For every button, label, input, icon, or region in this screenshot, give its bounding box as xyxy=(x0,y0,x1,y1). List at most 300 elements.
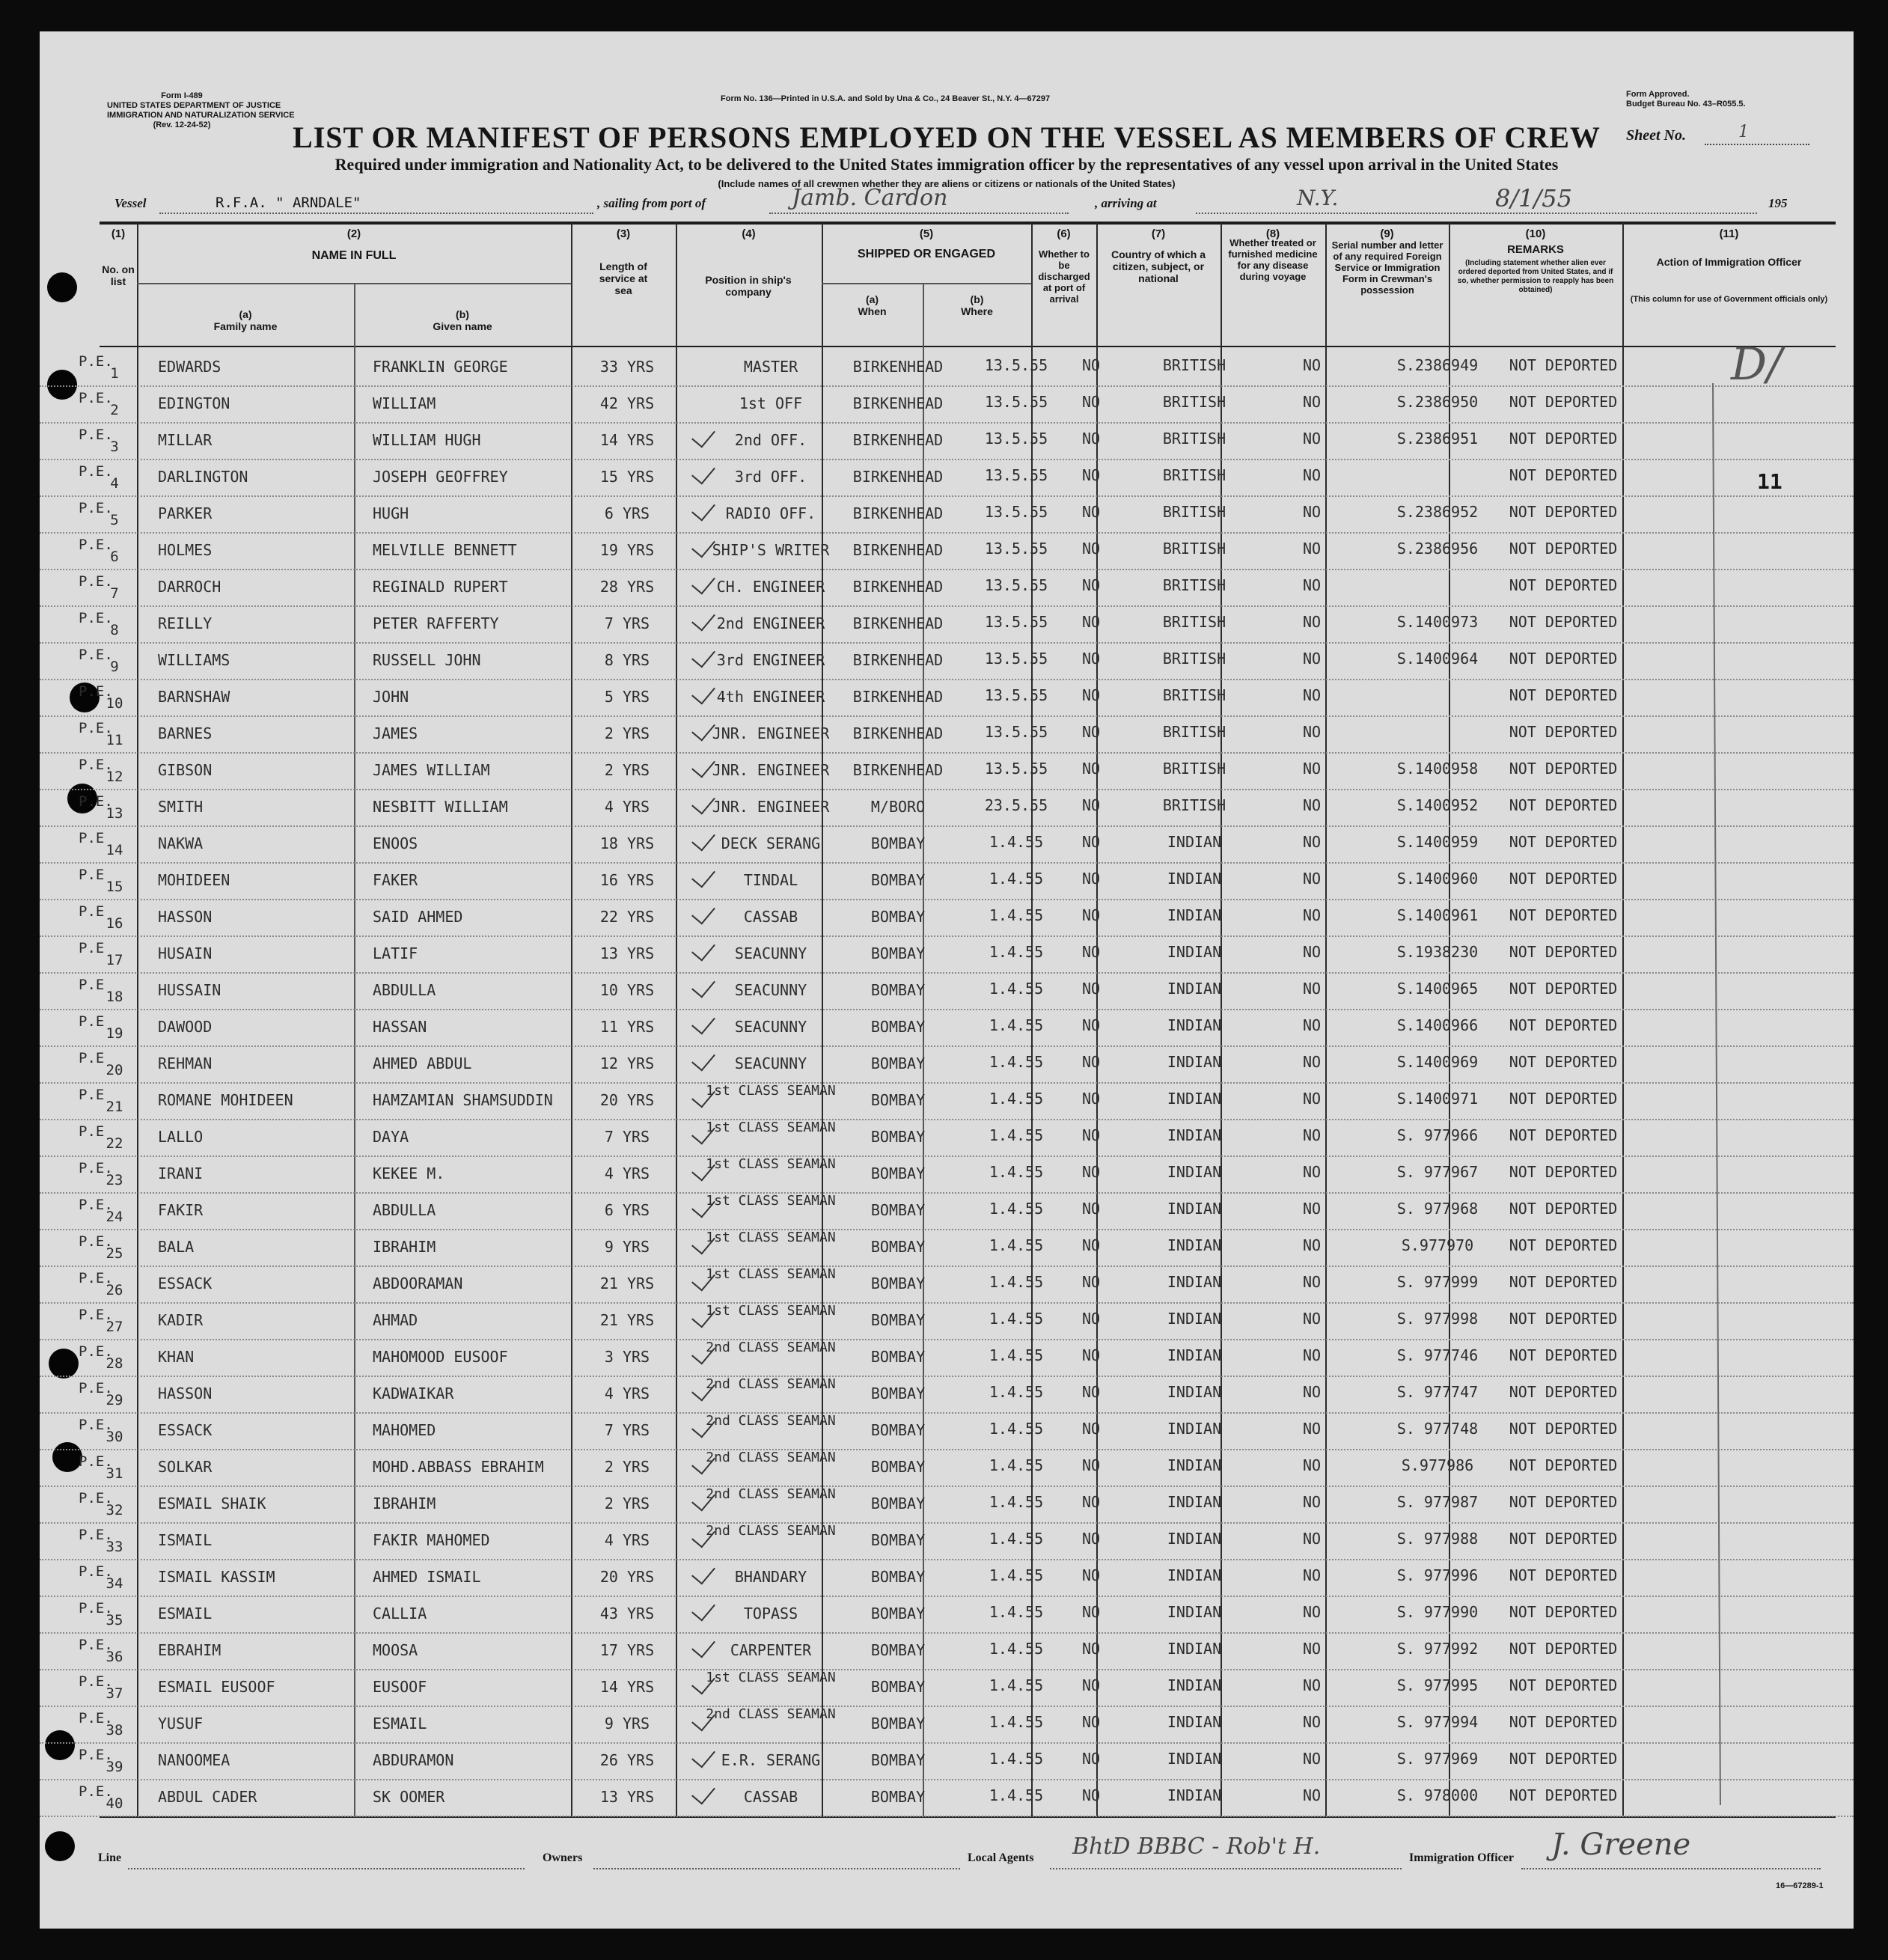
country: INDIAN xyxy=(1167,906,1222,924)
country: BRITISH xyxy=(1162,613,1226,631)
crew-row xyxy=(40,459,1854,497)
shipped-when: BOMBAY xyxy=(870,1128,926,1146)
action-count: 11 xyxy=(1757,469,1782,494)
position: 2nd CLASS SEAMAN xyxy=(706,1486,836,1502)
col-number: (6) xyxy=(1057,228,1071,240)
shipped-where: 1.4.55 xyxy=(989,1603,1044,1621)
length-of-service: 21 YRS xyxy=(599,1311,655,1329)
discharged: NO xyxy=(1081,943,1101,961)
crew-row xyxy=(40,899,1854,937)
position: JNR. ENGINEER xyxy=(712,798,830,816)
length-of-service: 6 YRS xyxy=(604,504,650,522)
header-remarks-note: (Including statement whether alien ever ordered deported from United States, and if so, whether permission to reapply has been obtained) xyxy=(1457,259,1614,294)
medicine: NO xyxy=(1302,980,1322,998)
crew-row xyxy=(40,642,1854,680)
family-name: NAKWA xyxy=(158,834,204,852)
crew-row xyxy=(40,715,1854,754)
medicine: NO xyxy=(1302,943,1322,961)
remarks: NOT DEPORTED xyxy=(1509,1346,1618,1364)
serial-number: S.1400960 xyxy=(1396,870,1479,888)
medicine: NO xyxy=(1302,870,1322,888)
length-of-service: 5 YRS xyxy=(604,688,650,706)
row-pe-label: P.E. xyxy=(79,1160,113,1176)
shipped-where: 1.4.55 xyxy=(989,1456,1044,1474)
length-of-service: 4 YRS xyxy=(604,798,650,816)
shipped-where: 1.4.55 xyxy=(989,1786,1044,1804)
medicine: NO xyxy=(1302,1126,1322,1144)
length-of-service: 13 YRS xyxy=(599,944,655,962)
budget-bureau: Budget Bureau No. 43–R055.5. xyxy=(1626,100,1746,109)
serial-number: S.1400964 xyxy=(1396,650,1479,668)
printer-line: Form No. 136—Printed in U.S.A. and Sold by Una & Co., 24 Beaver St., N.Y. 4—67297 xyxy=(721,94,1051,103)
crew-row xyxy=(40,422,1854,460)
header-where-letter: (b) xyxy=(970,293,984,305)
shipped-when: BOMBAY xyxy=(870,1164,926,1182)
family-name: SMITH xyxy=(158,798,204,816)
discharged: NO xyxy=(1081,1126,1101,1144)
medicine: NO xyxy=(1302,723,1322,741)
row-number: 8 xyxy=(110,622,119,638)
family-name: LALLO xyxy=(158,1128,204,1146)
header-when-letter: (a) xyxy=(865,293,879,305)
given-name: MOOSA xyxy=(373,1641,418,1659)
position: RADIO OFF. xyxy=(725,504,816,522)
remarks: NOT DEPORTED xyxy=(1509,1566,1618,1584)
serial-number: S.2386949 xyxy=(1396,356,1479,374)
length-of-service: 9 YRS xyxy=(604,1715,650,1732)
shipped-when: BOMBAY xyxy=(870,1458,926,1476)
row-number: 1 xyxy=(110,365,119,382)
header-action: Action of Immigration Officer xyxy=(1656,256,1802,268)
crew-row xyxy=(40,935,1854,974)
position: TOPASS xyxy=(743,1605,798,1622)
remarks: NOT DEPORTED xyxy=(1509,466,1618,484)
row-number: 4 xyxy=(110,475,119,492)
given-name: SAID AHMED xyxy=(373,908,463,926)
country: BRITISH xyxy=(1162,503,1226,521)
length-of-service: 19 YRS xyxy=(599,541,655,559)
shipped-where: 1.4.55 xyxy=(989,1640,1044,1658)
shipped-when: BIRKENHEAD xyxy=(852,541,944,559)
crew-row xyxy=(40,532,1854,570)
family-name: HUSAIN xyxy=(158,944,213,962)
medicine: NO xyxy=(1302,356,1322,374)
row-pe-label: P.E xyxy=(79,1050,105,1066)
shipped-where: 1.4.55 xyxy=(989,1750,1044,1768)
remarks: NOT DEPORTED xyxy=(1509,650,1618,668)
shipped-where: 13.5.55 xyxy=(984,430,1048,448)
crew-row xyxy=(40,1192,1854,1230)
row-number: 22 xyxy=(106,1135,123,1152)
row-number: 35 xyxy=(106,1612,123,1628)
length-of-service: 7 YRS xyxy=(604,614,650,632)
row-pe-label: P.E. xyxy=(79,1527,113,1543)
crew-table-body xyxy=(40,349,1854,1816)
country: INDIAN xyxy=(1167,1603,1222,1621)
header-shipped: SHIPPED OR ENGAGED xyxy=(857,248,996,260)
length-of-service: 7 YRS xyxy=(604,1421,650,1439)
given-name: KEKEE M. xyxy=(373,1164,445,1182)
footer-owners-label: Owners xyxy=(543,1851,583,1864)
discharged: NO xyxy=(1081,833,1101,851)
row-number: 6 xyxy=(110,549,119,565)
remarks: NOT DEPORTED xyxy=(1509,1310,1618,1328)
medicine: NO xyxy=(1302,1640,1322,1658)
family-name: HUSSAIN xyxy=(158,981,222,999)
medicine: NO xyxy=(1302,1310,1322,1328)
given-name: JOSEPH GEOFFREY xyxy=(373,468,508,486)
remarks: NOT DEPORTED xyxy=(1509,1420,1618,1438)
row-pe-label: P.E. xyxy=(79,683,113,700)
discharged: NO xyxy=(1081,1420,1101,1438)
shipped-where: 1.4.55 xyxy=(989,870,1044,888)
crew-row xyxy=(40,1412,1854,1450)
serial-number: S. 978000 xyxy=(1396,1786,1479,1804)
shipped-when: BOMBAY xyxy=(870,981,926,999)
shipped-when: BIRKENHEAD xyxy=(852,358,944,376)
family-name: NANOOMEA xyxy=(158,1751,230,1769)
sheet-label: Sheet No. xyxy=(1626,127,1686,144)
col-number: (7) xyxy=(1151,228,1166,240)
footer-line-label: Line xyxy=(98,1851,122,1864)
discharged: NO xyxy=(1081,466,1101,484)
serial-number: S. 977966 xyxy=(1396,1126,1479,1144)
medicine: NO xyxy=(1302,1786,1322,1804)
country: BRITISH xyxy=(1162,760,1226,778)
shipped-when: BOMBAY xyxy=(870,834,926,852)
shipped-where: 1.4.55 xyxy=(989,1493,1044,1511)
medicine: NO xyxy=(1302,1090,1322,1108)
medicine: NO xyxy=(1302,650,1322,668)
country: INDIAN xyxy=(1167,1310,1222,1328)
row-pe-label: P.E. xyxy=(79,1673,113,1690)
country: INDIAN xyxy=(1167,1090,1222,1108)
crew-row xyxy=(40,1449,1854,1487)
position: JNR. ENGINEER xyxy=(712,724,830,742)
row-pe-label: P.E. xyxy=(79,793,113,810)
shipped-when: BOMBAY xyxy=(870,1238,926,1256)
remarks: NOT DEPORTED xyxy=(1509,1750,1618,1768)
crew-row xyxy=(40,1082,1854,1120)
position: 2nd CLASS SEAMAN xyxy=(706,1376,836,1392)
length-of-service: 22 YRS xyxy=(599,908,655,926)
discharged: NO xyxy=(1081,1713,1101,1731)
header-when: When xyxy=(858,305,887,317)
country: BRITISH xyxy=(1162,796,1226,814)
country: INDIAN xyxy=(1167,1053,1222,1071)
discharged: NO xyxy=(1081,576,1101,594)
discharged: NO xyxy=(1081,1603,1101,1621)
col-number: (11) xyxy=(1719,228,1739,240)
family-name: HASSON xyxy=(158,1384,213,1402)
family-name: SOLKAR xyxy=(158,1458,213,1476)
crew-row xyxy=(40,569,1854,607)
crew-row xyxy=(40,1229,1854,1267)
remarks: NOT DEPORTED xyxy=(1509,1786,1618,1804)
remarks: NOT DEPORTED xyxy=(1509,356,1618,374)
row-pe-label: P.E. xyxy=(79,1783,113,1800)
crew-row xyxy=(40,605,1854,644)
family-name: DAWOOD xyxy=(158,1018,213,1036)
remarks: NOT DEPORTED xyxy=(1509,613,1618,631)
remarks: NOT DEPORTED xyxy=(1509,1016,1618,1034)
shipped-where: 1.4.55 xyxy=(989,1420,1044,1438)
medicine: NO xyxy=(1302,430,1322,448)
discharged: NO xyxy=(1081,796,1101,814)
row-number: 3 xyxy=(110,439,119,455)
header-given-name: Given name xyxy=(433,320,492,332)
crew-row xyxy=(40,1339,1854,1377)
given-name: ABDURAMON xyxy=(373,1751,454,1769)
shipped-when: BIRKENHEAD xyxy=(852,724,944,742)
row-number: 16 xyxy=(106,915,123,932)
country: BRITISH xyxy=(1162,466,1226,484)
shipped-where: 1.4.55 xyxy=(989,1126,1044,1144)
length-of-service: 4 YRS xyxy=(604,1164,650,1182)
shipped-when: BOMBAY xyxy=(870,1054,926,1072)
serial-number: S.1400969 xyxy=(1396,1053,1479,1071)
row-number: 26 xyxy=(106,1282,123,1298)
discharged: NO xyxy=(1081,1016,1101,1034)
row-pe-label: P.E. xyxy=(79,537,113,553)
action-initials: D/ xyxy=(1731,338,1782,391)
family-name: IRANI xyxy=(158,1164,204,1182)
length-of-service: 17 YRS xyxy=(599,1641,655,1659)
given-name: JAMES xyxy=(373,724,418,742)
family-name: WILLIAMS xyxy=(158,651,230,669)
country: INDIAN xyxy=(1167,1163,1222,1181)
remarks: NOT DEPORTED xyxy=(1509,1200,1618,1218)
service-name: IMMIGRATION AND NATURALIZATION SERVICE xyxy=(107,111,295,120)
given-name: MAHOMED xyxy=(373,1421,436,1439)
length-of-service: 2 YRS xyxy=(604,761,650,779)
serial-number: S.1400973 xyxy=(1396,613,1479,631)
shipped-where: 1.4.55 xyxy=(989,980,1044,998)
position: CASSAB xyxy=(743,908,798,926)
row-number: 34 xyxy=(106,1575,123,1592)
medicine: NO xyxy=(1302,686,1322,704)
row-number: 31 xyxy=(106,1465,123,1482)
row-pe-label: P.E. xyxy=(79,1453,113,1470)
position: 1st CLASS SEAMAN xyxy=(706,1230,836,1245)
row-pe-label: P.E xyxy=(79,830,105,846)
medicine: NO xyxy=(1302,503,1322,521)
row-number: 38 xyxy=(106,1722,123,1738)
col-number: (3) xyxy=(616,228,631,240)
position: TINDAL xyxy=(743,871,798,889)
given-name: FAKIR MAHOMED xyxy=(373,1531,490,1549)
medicine: NO xyxy=(1302,760,1322,778)
medicine: NO xyxy=(1302,1750,1322,1768)
length-of-service: 28 YRS xyxy=(599,578,655,596)
shipped-where: 23.5.55 xyxy=(984,796,1048,814)
family-name: KHAN xyxy=(158,1348,195,1366)
given-name: ABDULLA xyxy=(373,981,436,999)
shipped-when: BOMBAY xyxy=(870,1788,926,1806)
row-pe-label: P.E. xyxy=(79,390,113,406)
shipped-when: BOMBAY xyxy=(870,1751,926,1769)
given-name: JAMES WILLIAM xyxy=(373,761,490,779)
crew-row xyxy=(40,1706,1854,1744)
shipped-when: BOMBAY xyxy=(870,1641,926,1659)
discharged: NO xyxy=(1081,1383,1101,1401)
position: 1st CLASS SEAMAN xyxy=(706,1670,836,1685)
family-name: MOHIDEEN xyxy=(158,871,230,889)
row-number: 15 xyxy=(106,879,123,895)
family-name: BARNSHAW xyxy=(158,688,230,706)
medicine: NO xyxy=(1302,1420,1322,1438)
given-name: IBRAHIM xyxy=(373,1238,436,1256)
length-of-service: 10 YRS xyxy=(599,981,655,999)
position: 1st CLASS SEAMAN xyxy=(706,1193,836,1209)
discharged: NO xyxy=(1081,686,1101,704)
position: 1st CLASS SEAMAN xyxy=(706,1083,836,1099)
country: INDIAN xyxy=(1167,1016,1222,1034)
remarks: NOT DEPORTED xyxy=(1509,1236,1618,1254)
given-name: AHMED ABDUL xyxy=(373,1054,472,1072)
medicine: NO xyxy=(1302,613,1322,631)
family-name: GIBSON xyxy=(158,761,213,779)
header-position: Position in ship's company xyxy=(705,274,792,298)
country: INDIAN xyxy=(1167,980,1222,998)
remarks: NOT DEPORTED xyxy=(1509,906,1618,924)
given-name: ABDOORAMAN xyxy=(373,1274,463,1292)
crew-row xyxy=(40,1045,1854,1084)
discharged: NO xyxy=(1081,1346,1101,1364)
given-name: KADWAIKAR xyxy=(373,1384,454,1402)
shipped-when: BIRKENHEAD xyxy=(852,504,944,522)
position: CASSAB xyxy=(743,1788,798,1806)
row-number: 7 xyxy=(110,585,119,602)
row-pe-label: P.E. xyxy=(79,720,113,736)
shipped-where: 1.4.55 xyxy=(989,1016,1044,1034)
position: DECK SERANG xyxy=(721,834,821,852)
length-of-service: 33 YRS xyxy=(599,358,655,376)
header-where: Where xyxy=(961,305,993,317)
country: BRITISH xyxy=(1162,686,1226,704)
discharged: NO xyxy=(1081,540,1101,558)
given-name: ABDULLA xyxy=(373,1201,436,1219)
row-pe-label: P.E xyxy=(79,1087,105,1103)
shipped-when: BIRKENHEAD xyxy=(852,688,944,706)
family-name: EDWARDS xyxy=(158,358,222,376)
medicine: NO xyxy=(1302,906,1322,924)
manifest-page xyxy=(40,31,1854,1929)
given-name: ENOOS xyxy=(373,834,418,852)
shipped-where: 13.5.55 xyxy=(984,686,1048,704)
given-name: MOHD.ABBASS EBRAHIM xyxy=(373,1458,544,1476)
country: INDIAN xyxy=(1167,1713,1222,1731)
length-of-service: 6 YRS xyxy=(604,1201,650,1219)
position: 2nd CLASS SEAMAN xyxy=(706,1450,836,1465)
discharged: NO xyxy=(1081,760,1101,778)
shipped-where: 1.4.55 xyxy=(989,1200,1044,1218)
discharged: NO xyxy=(1081,1676,1101,1694)
discharged: NO xyxy=(1081,1090,1101,1108)
serial-number: S. 977999 xyxy=(1396,1273,1479,1291)
family-name: ESSACK xyxy=(158,1421,213,1439)
medicine: NO xyxy=(1302,1566,1322,1584)
length-of-service: 20 YRS xyxy=(599,1091,655,1109)
discharged: NO xyxy=(1081,1566,1101,1584)
row-pe-label: P.E. xyxy=(79,647,113,663)
country: INDIAN xyxy=(1167,1383,1222,1401)
vessel-name: R.F.A. " ARNDALE" xyxy=(216,195,361,211)
shipped-when: BOMBAY xyxy=(870,1605,926,1622)
row-number: 27 xyxy=(106,1319,123,1335)
footer-agents-label: Local Agents xyxy=(968,1851,1034,1864)
row-pe-label: P.E xyxy=(79,977,105,993)
revision-date: (Rev. 12-24-52) xyxy=(153,120,211,129)
shipped-when: BOMBAY xyxy=(870,1531,926,1549)
discharged: NO xyxy=(1081,1493,1101,1511)
family-name: BARNES xyxy=(158,724,213,742)
position: 1st CLASS SEAMAN xyxy=(706,1303,836,1319)
row-pe-label: P.E. xyxy=(79,1490,113,1506)
position: SEACUNNY xyxy=(734,1018,807,1036)
discharged: NO xyxy=(1081,1163,1101,1181)
header-discharged: Whether to be discharged at port of arrival xyxy=(1038,248,1090,305)
given-name: ESMAIL xyxy=(373,1715,427,1732)
length-of-service: 18 YRS xyxy=(599,834,655,852)
position: SHIP'S WRITER xyxy=(712,541,830,559)
position: 2nd CLASS SEAMAN xyxy=(706,1340,836,1355)
row-pe-label: P.E. xyxy=(79,610,113,626)
row-pe-label: P.E. xyxy=(79,463,113,480)
medicine: NO xyxy=(1302,1530,1322,1548)
country: INDIAN xyxy=(1167,1786,1222,1804)
country: INDIAN xyxy=(1167,1676,1222,1694)
row-pe-label: P.E. xyxy=(79,500,113,516)
shipped-when: BOMBAY xyxy=(870,1091,926,1109)
header-family-letter: (a) xyxy=(239,308,252,320)
shipped-when: BIRKENHEAD xyxy=(852,468,944,486)
country: BRITISH xyxy=(1162,540,1226,558)
position: 1st CLASS SEAMAN xyxy=(706,1156,836,1172)
crew-row xyxy=(40,1486,1854,1524)
length-of-service: 26 YRS xyxy=(599,1751,655,1769)
sailing-port: Jamb. Cardon xyxy=(792,185,948,211)
position: 3rd OFF. xyxy=(734,468,807,486)
position: 4th ENGINEER xyxy=(716,688,825,706)
shipped-where: 13.5.55 xyxy=(984,466,1048,484)
serial-number: S.1400958 xyxy=(1396,760,1479,778)
position: 2nd CLASS SEAMAN xyxy=(706,1413,836,1429)
family-name: ESMAIL xyxy=(158,1605,213,1622)
shipped-when: BIRKENHEAD xyxy=(852,614,944,632)
given-name: HUGH xyxy=(373,504,409,522)
medicine: NO xyxy=(1302,1676,1322,1694)
position: JNR. ENGINEER xyxy=(712,761,830,779)
medicine: NO xyxy=(1302,1383,1322,1401)
row-pe-label: P.E. xyxy=(79,1747,113,1763)
family-name: ESMAIL EUSOOF xyxy=(158,1678,275,1696)
country: INDIAN xyxy=(1167,1236,1222,1254)
position: SEACUNNY xyxy=(734,981,807,999)
row-pe-label: P.E. xyxy=(79,353,113,370)
discharged: NO xyxy=(1081,356,1101,374)
col-number: (4) xyxy=(742,228,756,240)
discharged: NO xyxy=(1081,1200,1101,1218)
given-name: HASSAN xyxy=(373,1018,427,1036)
shipped-where: 1.4.55 xyxy=(989,1346,1044,1364)
length-of-service: 11 YRS xyxy=(599,1018,655,1036)
shipped-when: BOMBAY xyxy=(870,908,926,926)
crew-row xyxy=(40,1376,1854,1414)
shipped-where: 1.4.55 xyxy=(989,1383,1044,1401)
shipped-where: 1.4.55 xyxy=(989,1236,1044,1254)
row-number: 32 xyxy=(106,1502,123,1518)
